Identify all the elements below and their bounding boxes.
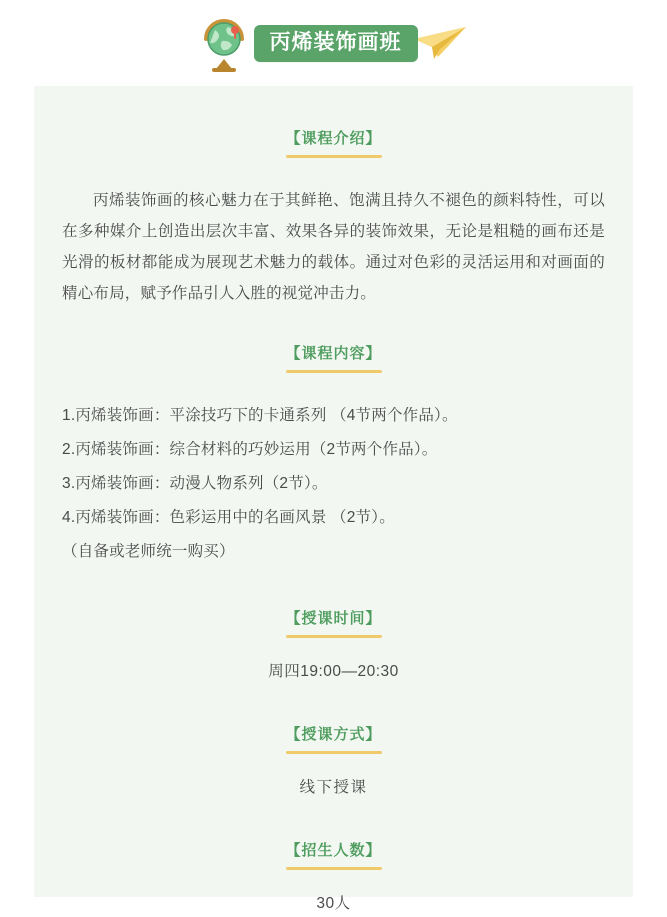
section-heading-intro-text: 【课程介绍】 [285,130,382,147]
section-class-mode [62,727,605,801]
list-item: 3.丙烯装饰画：动漫人物系列（2节）。 [62,475,328,493]
section-course-intro [62,131,605,309]
section-heading-enrollment-text: 【招生人数】 [285,842,382,860]
list-item: 2.丙烯装饰画：综合材料的巧妙运用（2节两个作品）。 [62,441,438,459]
class-time-value: 周四19:00—20:30 [268,663,399,681]
course-content-note: （自备或老师统一购买） [62,543,235,561]
enrollment-value: 30人 [316,895,351,913]
list-item: 1.丙烯装饰画：平涂技巧下的卡通系列 （4节两个作品）。 [62,407,458,424]
section-heading-mode [62,727,605,754]
section-heading-content [62,346,605,373]
section-course-content [62,346,605,569]
page-title: 丙烯装饰画班 [254,25,418,62]
content-card [34,86,633,913]
class-mode-value: 线下授课 [299,779,368,797]
header-inner [198,13,470,73]
section-heading-mode-text: 【授课方式】 [285,726,382,744]
intro-paragraph: 丙烯装饰画的核心魅力在于其鲜艳、饱满且持久不褪色的颜料特性，可以在多种媒介上创造出层次丰富、效果各异的装饰效果，无论是粗糙的画布还是光滑的板材都能成为展现艺术魅力的载体。通过对色彩的灵活运用和对画面的精心布局，赋予作品引人入胜的视觉冲击力。 [62,192,605,302]
section-class-time [62,611,605,685]
paper-plane-icon [412,23,470,63]
heading-underline [286,635,382,638]
globe-icon [198,13,250,73]
heading-underline [286,751,382,754]
section-heading-intro [62,131,605,158]
section-enrollment [62,843,605,917]
course-content-list [62,399,605,569]
section-heading-time-text: 【授课时间】 [285,610,382,628]
heading-underline [286,370,382,373]
section-heading-enrollment [62,843,605,870]
list-item: 4.丙烯装饰画：色彩运用中的名画风景 （2节）。 [62,509,395,527]
section-heading-content-text: 【课程内容】 [285,345,382,362]
page-header [0,0,667,86]
section-heading-time [62,611,605,638]
heading-underline [286,155,382,158]
heading-underline [286,867,382,870]
